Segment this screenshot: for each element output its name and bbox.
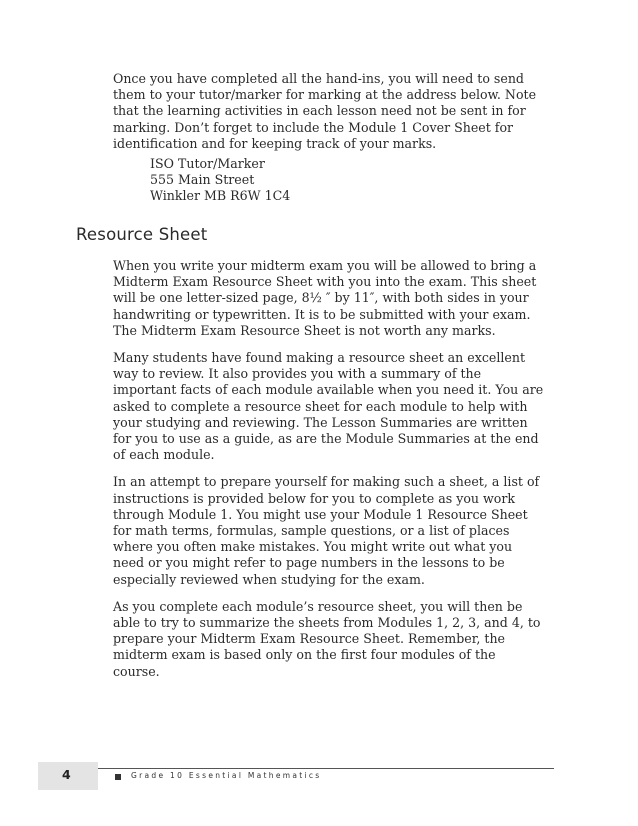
address-line-2: 555 Main Street [150,172,255,188]
footer-course-title: Grade 10 Essential Mathematics [131,771,322,780]
page-number: 4 [62,767,71,782]
section-paragraph-3: In an attempt to prepare yourself for making such a sheet, a list of instructions is provided below for you to complete as you work through Module 1. You might use your Module 1 Resource Sheet for math terms, formulas, sample questions, or a list of places where you often make mistakes. You might write out what you need or you might refer to page numbers in the lessons to be especially reviewed when studying for the exam. [113,474,540,587]
section-body [113,258,545,691]
intro-block [113,71,545,163]
address-line-1: ISO Tutor/Marker [150,156,265,171]
section-paragraph-4: As you complete each module’s resource sheet, you will then be able to try to summarize the sheets from Modules 1, 2, 3, and 4, to prepare your Midterm Exam Resource Sheet. Remember, the midterm exam is based only on the first four modules of the course. [113,598,541,679]
footer-rule [98,768,554,769]
intro-paragraph: Once you have completed all the hand-ins, you will need to send them to your tutor/marker for marking at the address below. Note that the learning activities in each lesson need not be sent in for marking. Don’t forget to include the Module 1 Cover Sheet for identification and for keeping track of your marks. [113,71,537,151]
section-heading: Resource Sheet [76,225,208,244]
section-paragraph-2: Many students have found making a resource sheet an excellent way to review. It also provides you with a summary of the important facts of each module available when you need it. You are asked to complete a resource sheet for each module to help with your studying and reviewing. The Lesson Summaries are written for you to use as a guide, as are the Module Summaries at the end of each module. [113,350,544,463]
mailing-address [150,156,290,205]
section-paragraph-1: When you write your midterm exam you will be allowed to bring a Midterm Exam Resource Sheet with you into the exam. This sheet will be one letter-sized page, 8½ ″ by 11″, with both sides in your handwriting or typewritten. It is to be submitted with your exam. The Midterm Exam Resource Sheet is not worth any marks. [113,258,537,338]
square-bullet-icon [115,774,121,780]
address-line-3: Winkler MB R6W 1C4 [150,188,291,204]
